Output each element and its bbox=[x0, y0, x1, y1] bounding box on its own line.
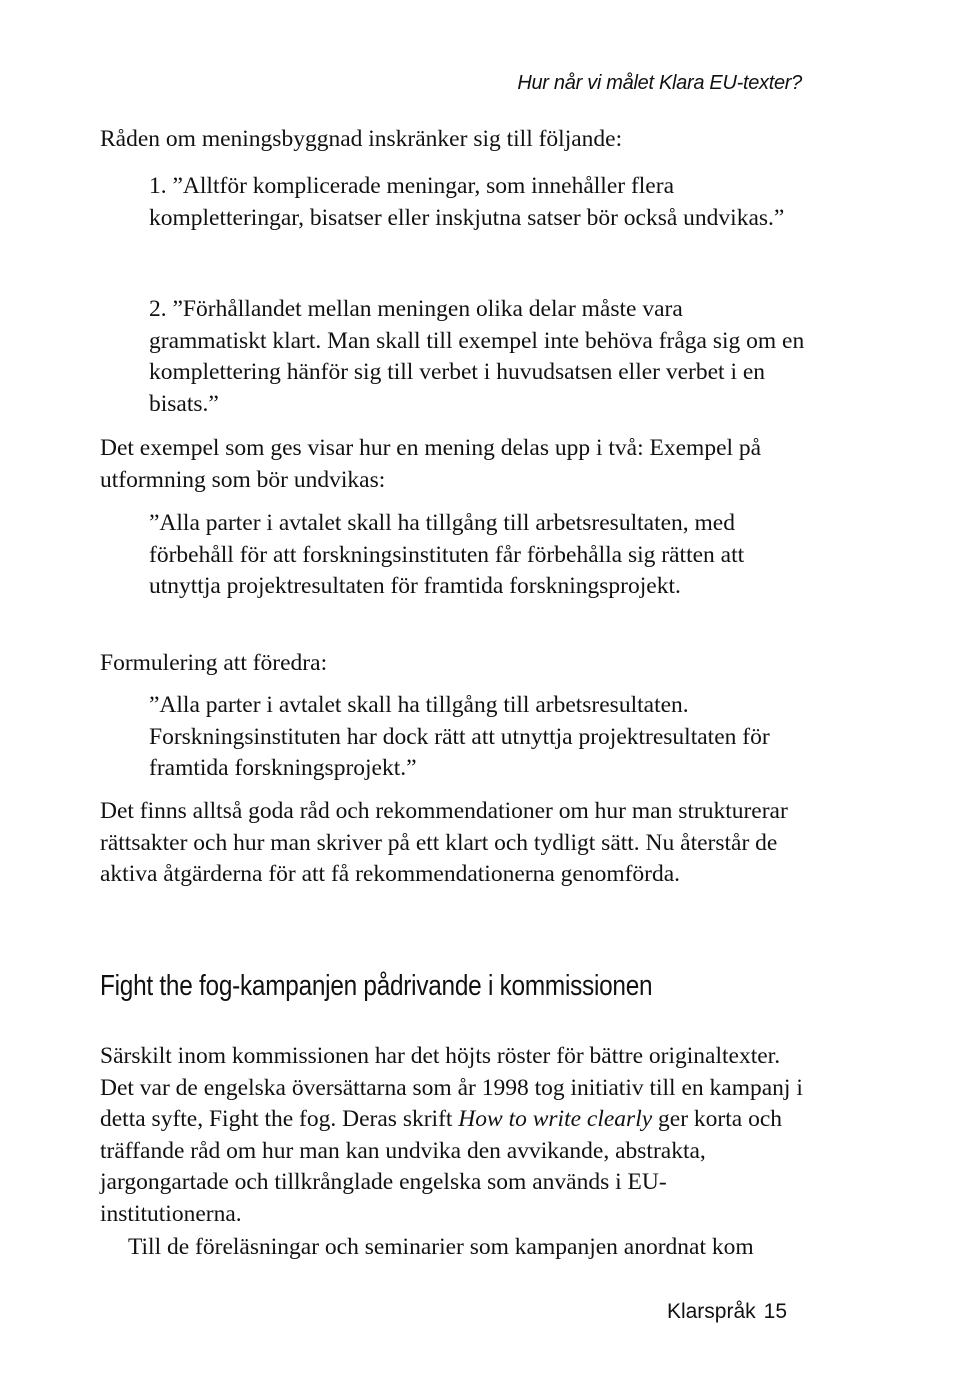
page-footer bbox=[667, 1300, 787, 1324]
page-number: 15 bbox=[763, 1300, 787, 1323]
intro-paragraph: Råden om meningsbyggnad inskränker sig till följande: bbox=[100, 126, 623, 152]
list-item-1: 1. ”Alltför komplicerade meningar, som innehåller flera kompletteringar, bisatser eller inskjutna satser bör också undvikas.” bbox=[149, 173, 785, 231]
example-intro-paragraph: Det exempel som ges visar hur en mening delas upp i två: Exempel på utformning som bör undvikas: bbox=[100, 435, 762, 493]
campaign-text-start: Särskilt inom kommissionen har det höjts röster för bättre originaltexter. Det var de engelska översättarna som år 1998 tog initiativ till en kampanj i detta syfte, Fight the fog. Deras skrift bbox=[100, 1043, 803, 1132]
conclusion-paragraph: Det finns alltså goda råd och rekommendationer om hur man strukturerar rättsakter och hur man skriver på ett klart och tydligt sätt. Nu återstår de aktiva åtgärderna för att få rekommendationerna genomförda. bbox=[100, 798, 788, 887]
bad-example-quote: ”Alla parter i avtalet skall ha tillgång till arbetsresultaten, med förbehåll för att forskningsinstituten får förbehålla sig rätten att utnyttja projektresultaten för framtida forskningsprojekt. bbox=[149, 510, 745, 599]
footer-publication: Klarspråk bbox=[666, 1300, 756, 1323]
section-heading: Fight the fog-kampanjen pådrivande i kommissionen bbox=[100, 970, 653, 1002]
preferred-label: Formulering att föredra: bbox=[100, 650, 328, 676]
section-heading-wrap bbox=[100, 968, 806, 1004]
good-example-quote: ”Alla parter i avtalet skall ha tillgång till arbetsresultaten. Forskningsinstituten har dock rätt att utnyttja projektresultaten för framtida forskningsprojekt.” bbox=[149, 692, 770, 781]
publication-title: How to write clearly bbox=[458, 1106, 653, 1132]
list-item-2: 2. ”Förhållandet mellan meningen olika delar måste vara grammatiskt klart. Man skall till exempel inte behöva fråga sig om en komplettering hänför sig till verbet i huvudsatsen eller verbet i en bisats.” bbox=[149, 296, 805, 417]
campaign-paragraph bbox=[100, 1041, 806, 1230]
running-header: Hur når vi målet Klara EU-texter? bbox=[517, 72, 802, 94]
campaign-text-end: ger korta och träffande råd om hur man kan undvika den avvikande, abstrakta, jargongartade och tillkrånglade engelska som används i EU-institutionerna. bbox=[100, 1106, 783, 1227]
last-paragraph: Till de föreläsningar och seminarier som kampanjen anordnat kom bbox=[128, 1234, 754, 1260]
